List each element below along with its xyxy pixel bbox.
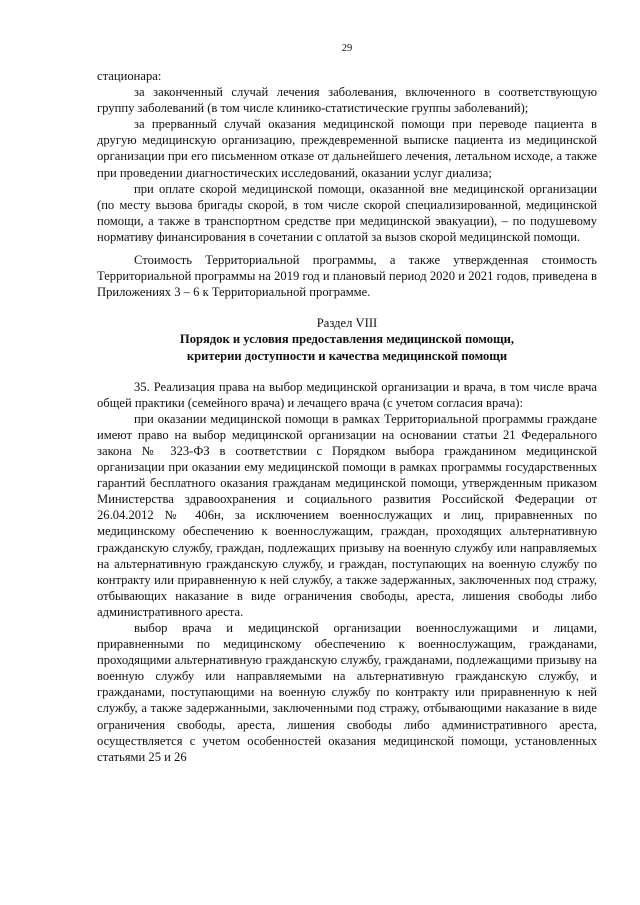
paragraph-military-choice: выбор врача и медицинской организации военнослужащими и лицами, приравненными по медицинскому обеспечению к военнослужащим, гражданами, проходящими альтернативную гражданскую службу, гражданами, подлежащими призыву на военную службу или направляемыми на альтернативную гражданскую службу, и гражданами, поступающими на военную службу по контракту или приравненную к ней службу, а также задержанными, заключенными под стражу, отбывающими наказание в виде ограничения свободы, ареста, лишения свободы либо административного ареста, осуществляется с учетом особенностей оказания медицинской помощи, установленных статьями 25 и 26 xyxy=(97,621,597,764)
spacer xyxy=(97,300,597,315)
spacer xyxy=(97,245,597,252)
document-body xyxy=(97,68,597,765)
section-title-line-1: Порядок и условия предоставления медицинской помощи, xyxy=(179,332,515,347)
section-title-line-2: критерии доступности и качества медицинской помощи xyxy=(186,348,508,363)
paragraph-right-to-choose: при оказании медицинской помощи в рамках Территориальной программы граждане имеют право на выбор медицинской организации на основании статьи 21 Федерального закона № 323-ФЗ в соответствии с Порядком выбора гражданином медицинской организации при оказании ему медицинской помощи в рамках программы государственных гарантий бесплатного оказания гражданам медицинской помощи, утвержденным приказом Министерства здравоохранения и социального развития Российской Федерации от 26.04.2012 № 406н, за исключением военнослужащих и лиц, приравненных по медицинскому обеспечению к военнослужащим, граждан, проходящих альтернативную гражданскую службу, граждан, подлежащих призыву на военную службу или направляемых на альтернативную гражданскую службу, и граждан, поступающих на военную службу по контракту или приравненную к ней службу, а также задержанных, заключенных под стражу, отбывающих наказание в виде ограничения свободы, ареста, лишения свободы либо административного ареста. xyxy=(97,411,597,619)
section-label: Раздел VIII xyxy=(316,316,378,331)
paragraph-clause-35: 35. Реализация права на выбор медицинской организации и врача, в том числе врача общей практики (семейного врача) и лечащего врача (с учетом согласия врача): xyxy=(97,379,597,410)
page-number: 29 xyxy=(341,43,353,54)
paragraph-interrupted-case: за прерванный случай оказания медицинской помощи при переводе пациента в другую медицинскую организацию, преждевременной выписке пациента из медицинской организации при его письменном отказе от дальнейшего лечения, летальном исходе, а также при проведении диагностических исследований, оказании услуг диализа; xyxy=(97,117,597,180)
paragraph-emergency-payment: при оплате скорой медицинской помощи, оказанной вне медицинской организации (по месту вызова бригады скорой, в том числе скорой специализированной, медицинской помощи, а также в транспортном средстве при медицинской эвакуации), – по подушевому нормативу финансирования в сочетании с оплатой за вызов скорой медицинской помощи. xyxy=(97,181,597,244)
paragraph-stationary: стационара: xyxy=(97,69,162,83)
paragraph-completed-case: за законченный случай лечения заболевания, включенного в соответствующую группу заболеваний (в том числе клинико-статистические группы заболеваний); xyxy=(97,85,597,116)
spacer xyxy=(97,364,597,379)
paragraph-program-cost: Стоимость Территориальной программы, а также утвержденная стоимость Территориальной программы на 2019 год и плановый период 2020 и 2021 годов, приведена в Приложениях 3 – 6 к Территориальной программе. xyxy=(97,253,597,300)
